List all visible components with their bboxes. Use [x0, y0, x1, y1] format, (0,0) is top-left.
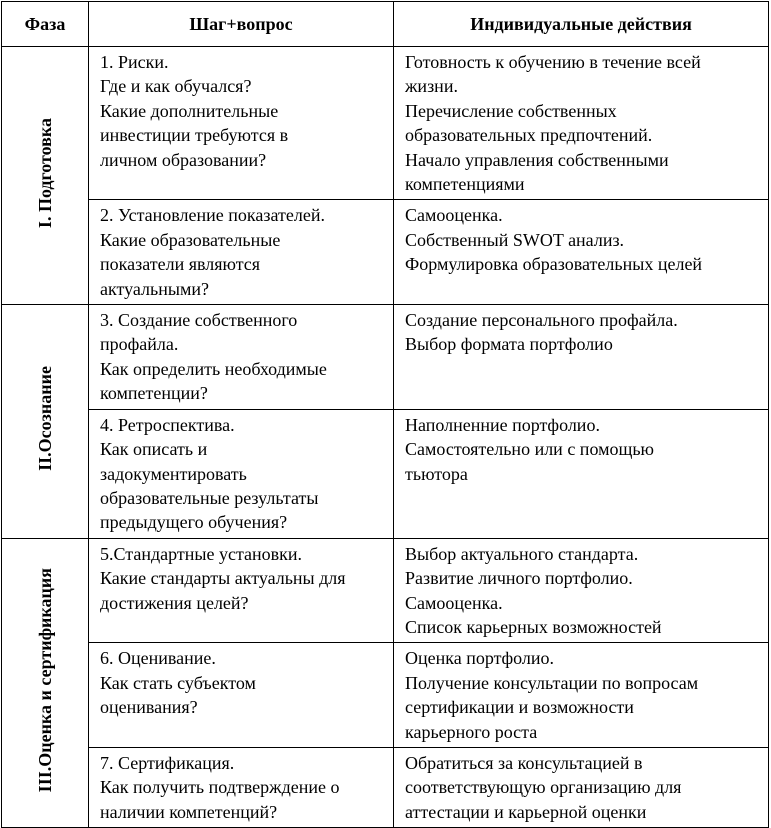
step-line: 2. Установление показателей.	[100, 205, 325, 226]
table-row	[2, 747, 769, 827]
action-line: Наполненние портфолио.	[405, 414, 600, 435]
phases-table	[1, 1, 769, 828]
action-line: Самооценка.	[405, 592, 503, 613]
step-line: наличии компетенций?	[100, 801, 278, 822]
step-line: Как описать и	[100, 439, 208, 460]
step-line: Как получить подтверждение о	[100, 777, 340, 798]
action-line: Формулировка образовательных целей	[405, 254, 703, 275]
phase-label: I. Подготовка	[35, 118, 55, 229]
step-line: оценивания?	[100, 697, 198, 718]
step-cell	[89, 305, 394, 410]
table-row	[2, 538, 769, 643]
header-phase: Фаза	[2, 2, 89, 47]
action-line: карьерного роста	[405, 721, 538, 742]
step-line: 7. Сертификация.	[100, 752, 235, 773]
table-row	[2, 409, 769, 538]
action-line: Готовность к обучению в течение всей	[405, 52, 701, 72]
table-row	[2, 200, 769, 305]
step-line: Какие дополнительные	[100, 100, 279, 121]
actions-cell	[394, 200, 769, 305]
action-line: Развитие личного портфолио.	[405, 568, 633, 589]
actions-cell	[394, 409, 769, 538]
action-line: Обратиться за консультацией в	[405, 752, 643, 773]
action-line: компетенциями	[405, 174, 525, 195]
step-line: 4. Ретроспектива.	[100, 414, 235, 435]
actions-cell	[394, 47, 769, 200]
action-line: сертификации и возможности	[405, 697, 634, 718]
step-line: предыдущего обучения?	[100, 512, 288, 533]
step-cell	[89, 643, 394, 748]
header-row	[2, 2, 769, 47]
action-line: Перечисление собственных	[405, 100, 617, 121]
step-cell	[89, 747, 394, 827]
phase-cell-2	[2, 305, 89, 539]
actions-cell	[394, 305, 769, 410]
action-line: тьютора	[405, 463, 468, 484]
action-line: Оценка портфолио.	[405, 648, 555, 669]
step-line: Где и как обучался?	[100, 76, 252, 97]
action-line: Список карьерных возможностей	[405, 616, 662, 637]
step-line: инвестиции требуются в	[100, 125, 289, 146]
action-line: Создание персонального профайла.	[405, 310, 678, 331]
step-line: Какие стандарты актуальны для	[100, 568, 346, 589]
step-line: 6. Оценивание.	[100, 648, 216, 669]
step-line: задокументировать	[100, 463, 247, 484]
step-line: показатели являются	[100, 254, 261, 275]
step-line: личном образовании?	[100, 149, 267, 170]
step-line: компетенции?	[100, 383, 208, 404]
step-cell	[89, 409, 394, 538]
action-line: Выбор актуального стандарта.	[405, 543, 639, 564]
phase-label: II.Осознание	[35, 366, 55, 472]
action-line: Начало управления собственными	[405, 149, 669, 170]
step-line: Какие образовательные	[100, 229, 281, 250]
action-line: аттестации и карьерной оценки	[405, 801, 647, 822]
step-line: 5.Стандартные установки.	[100, 543, 303, 564]
step-cell	[89, 538, 394, 643]
phase-label: III.Оценка и сертификация	[35, 568, 55, 793]
action-line: Самооценка.	[405, 205, 503, 226]
header-actions: Индивидуальные действия	[394, 2, 769, 47]
action-line: жизни.	[405, 76, 458, 97]
action-line: Самостоятельно или с помощью	[405, 439, 655, 460]
step-cell	[89, 47, 394, 200]
step-line: профайла.	[100, 334, 179, 355]
header-step: Шаг+вопрос	[89, 2, 394, 47]
step-cell	[89, 200, 394, 305]
actions-cell	[394, 747, 769, 827]
step-line: образовательные результаты	[100, 487, 319, 508]
table-row	[2, 643, 769, 748]
actions-cell	[394, 643, 769, 748]
table-row	[2, 305, 769, 410]
step-line: 3. Создание собственного	[100, 310, 298, 331]
action-line: Собственный SWOT анализ.	[405, 229, 625, 250]
step-line: 1. Риски.	[100, 52, 169, 72]
step-line: достижения целей?	[100, 592, 249, 613]
action-line: образовательных предпочтений.	[405, 125, 653, 146]
table-row	[2, 47, 769, 200]
phase-cell-1	[2, 47, 89, 305]
action-line: Получение консультации по вопросам	[405, 672, 699, 693]
phase-cell-3	[2, 538, 89, 827]
action-line: Выбор формата портфолио	[405, 334, 613, 355]
step-line: Как стать субъектом	[100, 672, 256, 693]
actions-cell	[394, 538, 769, 643]
step-line: Как определить необходимые	[100, 358, 327, 379]
step-line: актуальными?	[100, 278, 209, 299]
action-line: соответствующую организацию для	[405, 777, 682, 798]
